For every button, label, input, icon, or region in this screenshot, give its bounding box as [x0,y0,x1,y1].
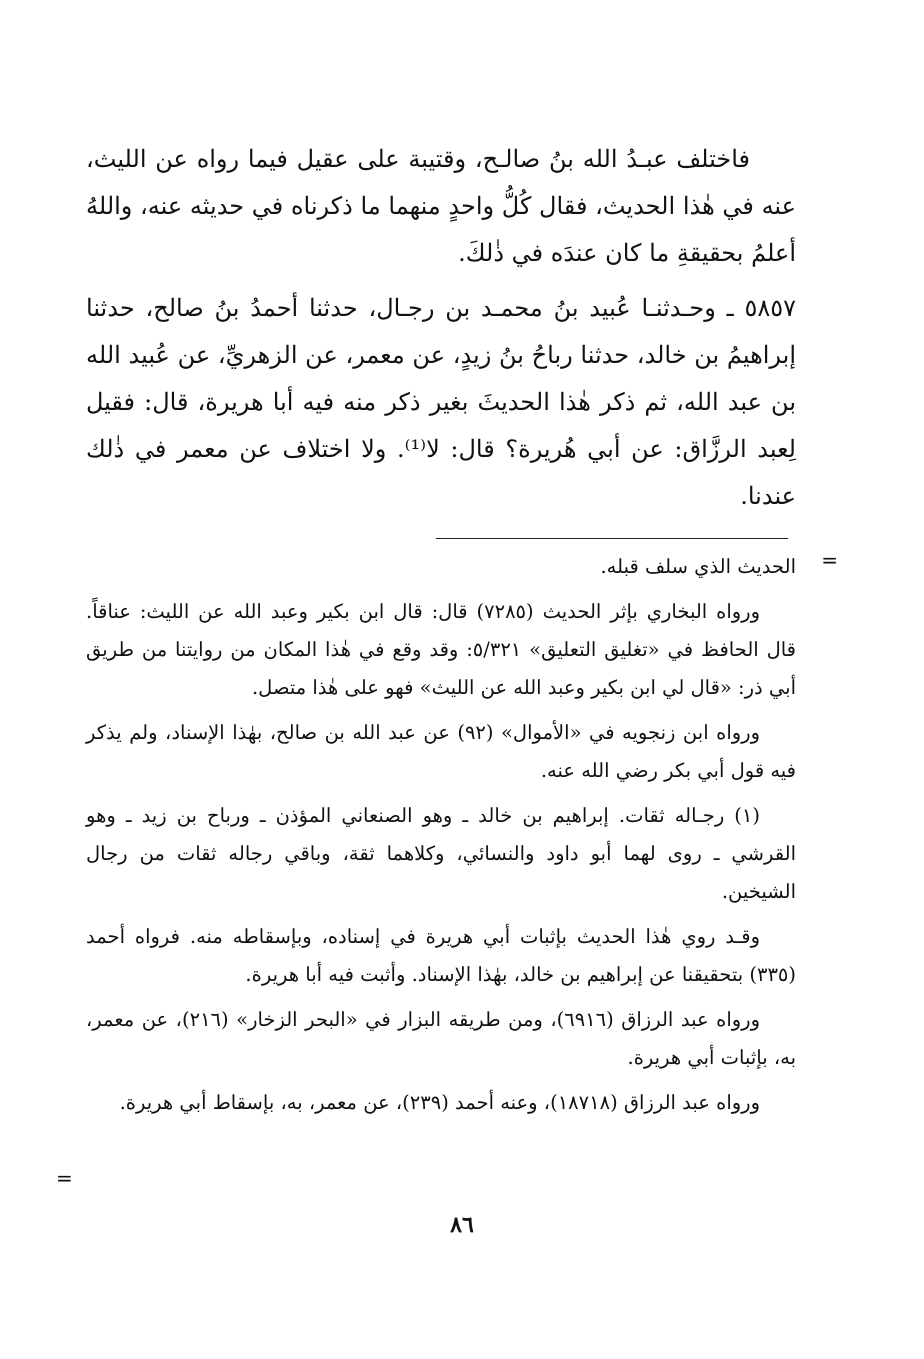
footnote-paragraph: ورواه البخاري بإثر الحديث (٧٢٨٥) قال: قال ابن بكير وعبد الله عن الليث: عناقاً. قال الحافظ في «تغليق التعليق» ٥/٣٢١: وقد وقع في هٰذا المكان من روايتنا من طريق أبي ذر: «قال لي ابن بكير وعبد الله عن الليث» فهو على هٰذا متصل. [86,600,796,699]
footnote-paragraph: وقـد روي هٰذا الحديث بإثبات أبي هريرة في إسناده، وبإسقاطه منه. فرواه أحمد (٣٣٥) بتحقيقنا عن إبراهيم بن خالد، بهٰذا الإسناد. وأثبت فيه أبا هريرة. [86,925,796,986]
footnote-paragraph: ورواه ابن زنجويه في «الأموال» (٩٢) عن عبد الله بن صالح، بهٰذا الإسناد، ولم يذكر فيه قول أبي بكر رضي الله عنه. [86,721,796,782]
page-number: ٨٦ [450,1212,474,1238]
main-text [86,136,796,520]
footnote-paragraph: الحديث الذي سلف قبله. [600,555,796,578]
footnote-separator [436,538,788,539]
footnote-paragraph: ورواه عبد الرزاق (٦٩١٦)، ومن طريقه البزار في «البحر الزخار» (٢١٦)، عن معمر، به، بإثبات أبي هريرة. [86,1008,796,1069]
main-paragraph-hadith-5857: ٥٨٥٧ ـ وحـدثنـا عُبيد بنُ محمـد بن رجـال، حدثنا أحمدُ بنُ صالح، حدثنا إبراهيمُ بن خالد، حدثنا رباحُ بنُ زيدٍ، عن معمر، عن الزهريِّ، عن عُبيد الله بن عبد الله، ثم ذكر هٰذا الحديثَ بغير ذكر منه فيه أبا هريرة، قال: فقيل لِعبد الرزَّاق: عن أبي هُريرة؟ قال: لا⁽¹⁾. ولا اختلاف عن معمر في ذٰلك عندنا. [86,294,796,510]
footnote-paragraph: (١) رجـاله ثقات. إبراهيم بن خالد ـ وهو الصنعاني المؤذن ـ ورباح بن زيد ـ وهو القرشي ـ روى لهما أبو داود والنسائي، وكلاهما ثقة، وباقي رجاله ثقات من رجال الشيخين. [86,804,796,903]
footnote-paragraph: ورواه عبد الرزاق (١٨٧١٨)، وعنه أحمد (٢٣٩)، عن معمر، به، بإسقاط أبي هريرة. [119,1091,760,1114]
continued-mark-top: = [821,548,838,572]
continued-mark-bottom: = [56,1166,73,1190]
main-paragraph-1: فاختلف عبـدُ الله بنُ صالـح، وقتيبة على عقيل فيما رواه عن الليث، عنه في هٰذا الحديث، فقال كُلُّ واحدٍ منهما ما ذكرناه في حديثه عنه، واللهُ أعلمُ بحقيقةِ ما كان عندَه في ذٰلكَ. [86,145,796,267]
footnotes [86,548,796,1122]
